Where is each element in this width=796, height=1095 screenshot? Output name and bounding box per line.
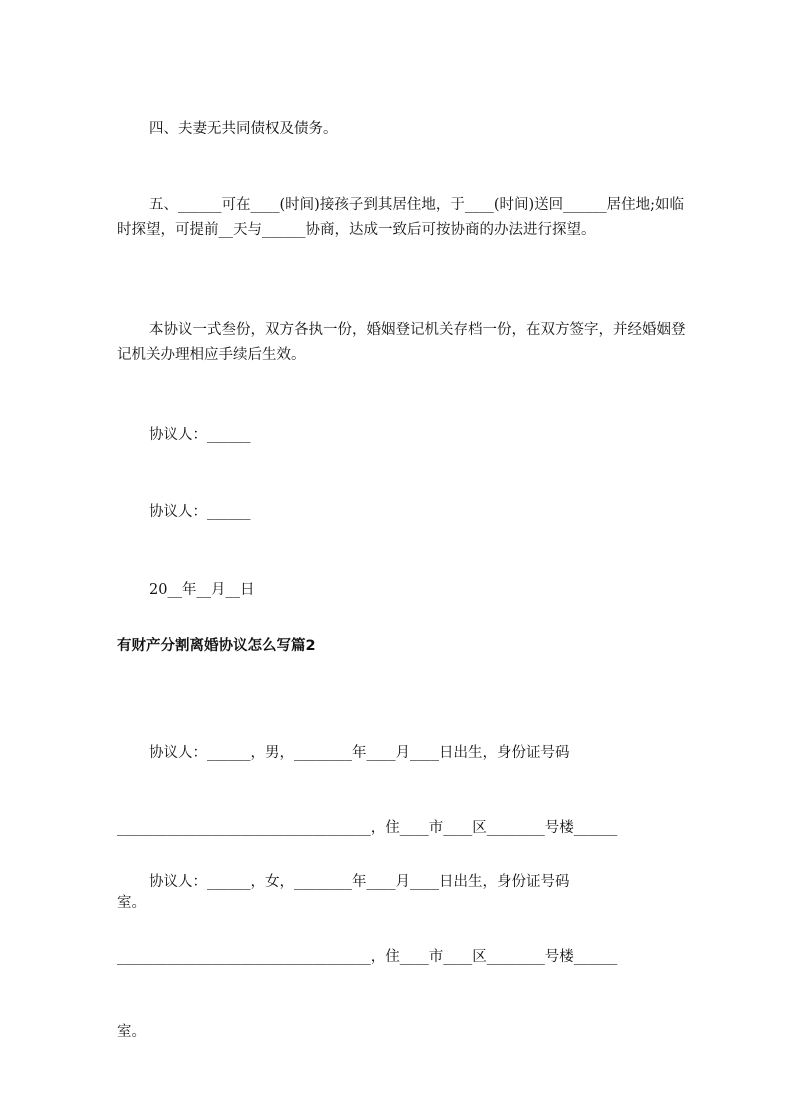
party-two-line-3: 室。 <box>117 1024 146 1040</box>
party-one-line-2: ___________________________________，住____市____区________号楼______ <box>117 820 618 836</box>
party-two-line-1: 协议人：______，女，________年____月____日出生，身份证号码 <box>149 874 570 890</box>
party-two-block <box>117 820 687 1095</box>
signer-line-2: 协议人：______ <box>149 504 251 520</box>
date-line: 20__年__月__日 <box>149 582 255 598</box>
party-one-line-3: 室。 <box>117 895 146 911</box>
clause-four: 四、夫妻无共同债权及债务。 <box>149 121 338 137</box>
party-one-line-1: 协议人：______，男，________年____月____日出生，身份证号码 <box>149 745 570 761</box>
copies-clause: 本协议一式叁份，双方各执一份，婚姻登记机关存档一份，在双方签字，并经婚姻登记机关办理相应手续后生效。 <box>117 322 686 363</box>
party-two-line-2: ___________________________________，住____市____区________号楼______ <box>117 949 618 965</box>
section-heading: 有财产分割离婚协议怎么写篇2 <box>117 638 316 654</box>
signer-line-1: 协议人：______ <box>149 427 251 443</box>
clause-five: 五、______可在____(时间)接孩子到其居住地，于____(时间)送回______居住地;如临时探望，可提前__天与______协商，达成一致后可按协商的办法进行探望。 <box>117 197 685 238</box>
